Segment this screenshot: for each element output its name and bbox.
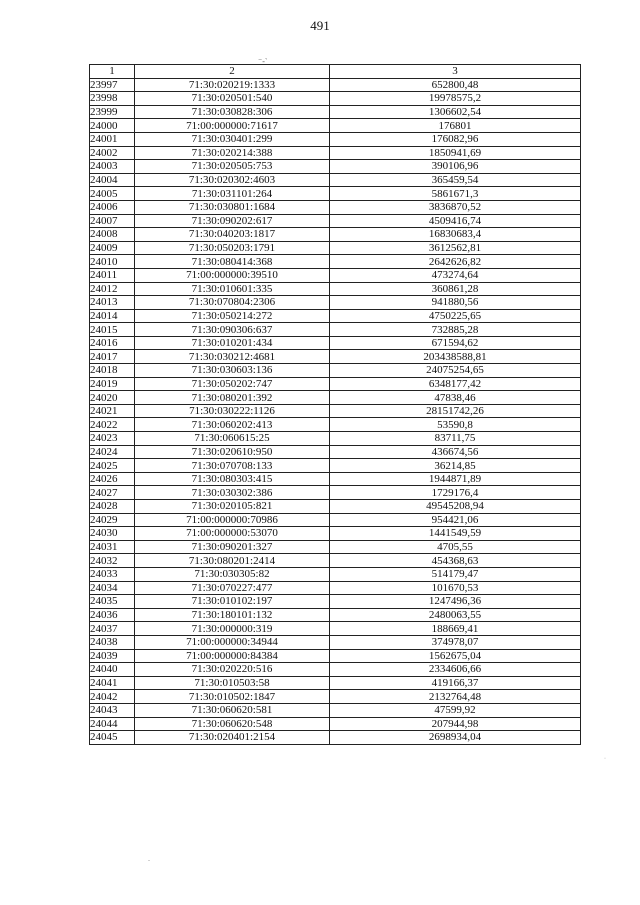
column-header-3: 3 bbox=[330, 65, 581, 79]
cadastral-value-cell: 2334606,66 bbox=[330, 663, 581, 677]
row-number-cell: 24000 bbox=[90, 119, 135, 133]
cadastral-value-cell: 436674,56 bbox=[330, 445, 581, 459]
cadastral-number-cell: 71:30:030828:306 bbox=[135, 105, 330, 119]
table-row bbox=[90, 418, 581, 432]
cadastral-value-cell: 390106,96 bbox=[330, 160, 581, 174]
cadastral-number-cell: 71:30:030222:1126 bbox=[135, 404, 330, 418]
row-number-cell: 24024 bbox=[90, 445, 135, 459]
row-number-cell: 24026 bbox=[90, 472, 135, 486]
cadastral-number-cell: 71:30:040203:1817 bbox=[135, 228, 330, 242]
cadastral-number-cell: 71:30:020302:4603 bbox=[135, 173, 330, 187]
cadastral-value-cell: 203438588,81 bbox=[330, 350, 581, 364]
row-number-cell: 24016 bbox=[90, 336, 135, 350]
cadastral-value-cell: 16830683,4 bbox=[330, 228, 581, 242]
cadastral-value-cell: 176082,96 bbox=[330, 132, 581, 146]
cadastral-number-cell: 71:30:010102:197 bbox=[135, 595, 330, 609]
row-number-cell: 24036 bbox=[90, 608, 135, 622]
cadastral-value-cell: 454368,63 bbox=[330, 554, 581, 568]
scan-mark: ⁻‑` bbox=[258, 57, 268, 66]
row-number-cell: 24017 bbox=[90, 350, 135, 364]
row-number-cell: 24020 bbox=[90, 391, 135, 405]
row-number-cell: 24008 bbox=[90, 228, 135, 242]
cadastral-value-cell: 2642626,82 bbox=[330, 255, 581, 269]
row-number-cell: 24006 bbox=[90, 200, 135, 214]
row-number-cell: 24023 bbox=[90, 432, 135, 446]
cadastral-number-cell: 71:00:000000:84384 bbox=[135, 649, 330, 663]
cadastral-number-cell: 71:30:030212:4681 bbox=[135, 350, 330, 364]
table-row bbox=[90, 268, 581, 282]
table-row bbox=[90, 377, 581, 391]
row-number-cell: 24027 bbox=[90, 486, 135, 500]
cadastral-value-cell: 207944,98 bbox=[330, 717, 581, 731]
table-row bbox=[90, 459, 581, 473]
cadastral-number-cell: 71:30:060620:548 bbox=[135, 717, 330, 731]
table-row bbox=[90, 78, 581, 92]
row-number-cell: 24034 bbox=[90, 581, 135, 595]
table-row bbox=[90, 323, 581, 337]
row-number-cell: 24040 bbox=[90, 663, 135, 677]
table-row bbox=[90, 622, 581, 636]
cadastral-value-cell: 49545208,94 bbox=[330, 500, 581, 514]
cadastral-number-cell: 71:30:050203:1791 bbox=[135, 241, 330, 255]
cadastral-number-cell: 71:00:000000:71617 bbox=[135, 119, 330, 133]
cadastral-number-cell: 71:30:010201:434 bbox=[135, 336, 330, 350]
table-row bbox=[90, 567, 581, 581]
row-number-cell: 24010 bbox=[90, 255, 135, 269]
cadastral-number-cell: 71:30:060202:413 bbox=[135, 418, 330, 432]
cadastral-value-cell: 19978575,2 bbox=[330, 92, 581, 106]
cadastral-value-cell: 188669,41 bbox=[330, 622, 581, 636]
cadastral-number-cell: 71:30:070804:2306 bbox=[135, 296, 330, 310]
row-number-cell: 24018 bbox=[90, 364, 135, 378]
cadastral-number-cell: 71:30:010502:1847 bbox=[135, 690, 330, 704]
row-number-cell: 23998 bbox=[90, 92, 135, 106]
cadastral-number-cell: 71:30:000000:319 bbox=[135, 622, 330, 636]
row-number-cell: 24019 bbox=[90, 377, 135, 391]
row-number-cell: 24011 bbox=[90, 268, 135, 282]
table-row bbox=[90, 663, 581, 677]
cadastral-value-cell: 473274,64 bbox=[330, 268, 581, 282]
table-row bbox=[90, 350, 581, 364]
row-number-cell: 24004 bbox=[90, 173, 135, 187]
cadastral-value-cell: 954421,06 bbox=[330, 513, 581, 527]
cadastral-value-cell: 53590,8 bbox=[330, 418, 581, 432]
row-number-cell: 24032 bbox=[90, 554, 135, 568]
cadastral-value-cell: 4750225,65 bbox=[330, 309, 581, 323]
row-number-cell: 24039 bbox=[90, 649, 135, 663]
table-row bbox=[90, 690, 581, 704]
row-number-cell: 24028 bbox=[90, 500, 135, 514]
table-row bbox=[90, 336, 581, 350]
row-number-cell: 24014 bbox=[90, 309, 135, 323]
cadastral-number-cell: 71:30:070708:133 bbox=[135, 459, 330, 473]
cadastral-number-cell: 71:30:060620:581 bbox=[135, 703, 330, 717]
table-row bbox=[90, 404, 581, 418]
cadastral-value-cell: 732885,28 bbox=[330, 323, 581, 337]
row-number-cell: 24045 bbox=[90, 731, 135, 745]
cadastral-number-cell: 71:30:050214:272 bbox=[135, 309, 330, 323]
column-header-2: 2 bbox=[135, 65, 330, 79]
row-number-cell: 24044 bbox=[90, 717, 135, 731]
column-header-1: 1 bbox=[90, 65, 135, 79]
cadastral-value-cell: 374978,07 bbox=[330, 635, 581, 649]
row-number-cell: 24031 bbox=[90, 540, 135, 554]
cadastral-number-cell: 71:30:060615:25 bbox=[135, 432, 330, 446]
cadastral-number-cell: 71:30:020220:516 bbox=[135, 663, 330, 677]
cadastral-value-cell: 4705,55 bbox=[330, 540, 581, 554]
table-row bbox=[90, 731, 581, 745]
cadastral-value-cell: 6348177,42 bbox=[330, 377, 581, 391]
cadastral-number-cell: 71:30:020610:950 bbox=[135, 445, 330, 459]
cadastral-number-cell: 71:30:031101:264 bbox=[135, 187, 330, 201]
scan-speck: · bbox=[604, 756, 606, 762]
row-number-cell: 24041 bbox=[90, 676, 135, 690]
table-row bbox=[90, 635, 581, 649]
scan-speck: - bbox=[148, 858, 150, 864]
cadastral-number-cell: 71:30:030305:82 bbox=[135, 567, 330, 581]
row-number-cell: 24033 bbox=[90, 567, 135, 581]
cadastral-number-cell: 71:30:050202:747 bbox=[135, 377, 330, 391]
cadastral-value-cell: 28151742,26 bbox=[330, 404, 581, 418]
row-number-cell: 24001 bbox=[90, 132, 135, 146]
row-number-cell: 24005 bbox=[90, 187, 135, 201]
cadastral-number-cell: 71:30:020214:388 bbox=[135, 146, 330, 160]
row-number-cell: 24030 bbox=[90, 527, 135, 541]
cadastral-number-cell: 71:30:020219:1333 bbox=[135, 78, 330, 92]
row-number-cell: 24022 bbox=[90, 418, 135, 432]
cadastral-value-cell: 3612562,81 bbox=[330, 241, 581, 255]
table-row bbox=[90, 241, 581, 255]
table-header-row bbox=[90, 65, 581, 79]
cadastral-number-cell: 71:00:000000:53070 bbox=[135, 527, 330, 541]
table-row bbox=[90, 187, 581, 201]
cadastral-value-cell: 1247496,36 bbox=[330, 595, 581, 609]
table-row bbox=[90, 200, 581, 214]
cadastral-number-cell: 71:30:080201:2414 bbox=[135, 554, 330, 568]
row-number-cell: 24042 bbox=[90, 690, 135, 704]
cadastral-value-cell: 47838,46 bbox=[330, 391, 581, 405]
cadastral-value-cell: 101670,53 bbox=[330, 581, 581, 595]
cadastral-number-cell: 71:30:090201:327 bbox=[135, 540, 330, 554]
cadastral-value-cell: 514179,47 bbox=[330, 567, 581, 581]
cadastral-number-cell: 71:30:010503:58 bbox=[135, 676, 330, 690]
cadastral-value-cell: 36214,85 bbox=[330, 459, 581, 473]
cadastral-value-cell: 5861671,3 bbox=[330, 187, 581, 201]
table-row bbox=[90, 595, 581, 609]
cadastral-number-cell: 71:30:180101:132 bbox=[135, 608, 330, 622]
row-number-cell: 24015 bbox=[90, 323, 135, 337]
cadastral-number-cell: 71:30:030801:1684 bbox=[135, 200, 330, 214]
table-row bbox=[90, 146, 581, 160]
table-row bbox=[90, 500, 581, 514]
row-number-cell: 24037 bbox=[90, 622, 135, 636]
table-row bbox=[90, 472, 581, 486]
cadastral-number-cell: 71:00:000000:70986 bbox=[135, 513, 330, 527]
table-row bbox=[90, 554, 581, 568]
table-row bbox=[90, 214, 581, 228]
cadastral-number-cell: 71:30:020505:753 bbox=[135, 160, 330, 174]
cadastral-value-cell: 1729176,4 bbox=[330, 486, 581, 500]
cadastral-number-cell: 71:30:020401:2154 bbox=[135, 731, 330, 745]
cadastral-number-cell: 71:30:010601:335 bbox=[135, 282, 330, 296]
cadastral-value-cell: 2132764,48 bbox=[330, 690, 581, 704]
cadastral-value-cell: 47599,92 bbox=[330, 703, 581, 717]
row-number-cell: 23997 bbox=[90, 78, 135, 92]
cadastral-number-cell: 71:30:030401:299 bbox=[135, 132, 330, 146]
table-row bbox=[90, 282, 581, 296]
table-row bbox=[90, 173, 581, 187]
cadastral-number-cell: 71:30:090306:637 bbox=[135, 323, 330, 337]
cadastral-value-cell: 2698934,04 bbox=[330, 731, 581, 745]
table-row bbox=[90, 255, 581, 269]
cadastral-value-cell: 2480063,55 bbox=[330, 608, 581, 622]
table-row bbox=[90, 445, 581, 459]
cadastral-value-cell: 671594,62 bbox=[330, 336, 581, 350]
cadastral-value-cell: 360861,28 bbox=[330, 282, 581, 296]
row-number-cell: 24012 bbox=[90, 282, 135, 296]
cadastral-number-cell: 71:30:070227:477 bbox=[135, 581, 330, 595]
cadastral-value-cell: 941880,56 bbox=[330, 296, 581, 310]
cadastral-value-cell: 1562675,04 bbox=[330, 649, 581, 663]
row-number-cell: 24021 bbox=[90, 404, 135, 418]
cadastral-value-cell: 3836870,52 bbox=[330, 200, 581, 214]
cadastral-value-cell: 176801 bbox=[330, 119, 581, 133]
table-row bbox=[90, 432, 581, 446]
row-number-cell: 24009 bbox=[90, 241, 135, 255]
table-row bbox=[90, 486, 581, 500]
table-row bbox=[90, 132, 581, 146]
row-number-cell: 24007 bbox=[90, 214, 135, 228]
table-row bbox=[90, 717, 581, 731]
cadastral-value-cell: 419166,37 bbox=[330, 676, 581, 690]
table-row bbox=[90, 676, 581, 690]
cadastral-value-cell: 1850941,69 bbox=[330, 146, 581, 160]
table-row bbox=[90, 105, 581, 119]
table-row bbox=[90, 527, 581, 541]
row-number-cell: 24035 bbox=[90, 595, 135, 609]
table-row bbox=[90, 513, 581, 527]
row-number-cell: 24013 bbox=[90, 296, 135, 310]
cadastral-number-cell: 71:30:080201:392 bbox=[135, 391, 330, 405]
row-number-cell: 24002 bbox=[90, 146, 135, 160]
table-row bbox=[90, 364, 581, 378]
cadastral-number-cell: 71:30:020105:821 bbox=[135, 500, 330, 514]
row-number-cell: 24038 bbox=[90, 635, 135, 649]
table-row bbox=[90, 119, 581, 133]
cadastral-value-cell: 652800,48 bbox=[330, 78, 581, 92]
row-number-cell: 24043 bbox=[90, 703, 135, 717]
cadastral-value-cell: 1944871,89 bbox=[330, 472, 581, 486]
cadastral-number-cell: 71:30:030302:386 bbox=[135, 486, 330, 500]
cadastral-value-cell: 4509416,74 bbox=[330, 214, 581, 228]
table-row bbox=[90, 391, 581, 405]
table-row bbox=[90, 649, 581, 663]
row-number-cell: 23999 bbox=[90, 105, 135, 119]
table-row bbox=[90, 309, 581, 323]
cadastral-value-cell: 1306602,54 bbox=[330, 105, 581, 119]
data-table bbox=[89, 64, 581, 745]
cadastral-number-cell: 71:00:000000:39510 bbox=[135, 268, 330, 282]
table-row bbox=[90, 581, 581, 595]
cadastral-value-cell: 24075254,65 bbox=[330, 364, 581, 378]
cadastral-number-cell: 71:00:000000:34944 bbox=[135, 635, 330, 649]
cadastral-number-cell: 71:30:080303:415 bbox=[135, 472, 330, 486]
cadastral-value-cell: 365459,54 bbox=[330, 173, 581, 187]
table-row bbox=[90, 540, 581, 554]
cadastral-number-cell: 71:30:030603:136 bbox=[135, 364, 330, 378]
table-row bbox=[90, 703, 581, 717]
table-row bbox=[90, 608, 581, 622]
cadastral-value-cell: 83711,75 bbox=[330, 432, 581, 446]
cadastral-value-cell: 1441549,59 bbox=[330, 527, 581, 541]
row-number-cell: 24025 bbox=[90, 459, 135, 473]
page-number: 491 bbox=[310, 18, 330, 33]
table-row bbox=[90, 296, 581, 310]
table-row bbox=[90, 92, 581, 106]
table-row bbox=[90, 228, 581, 242]
row-number-cell: 24003 bbox=[90, 160, 135, 174]
row-number-cell: 24029 bbox=[90, 513, 135, 527]
table-row bbox=[90, 160, 581, 174]
table-body bbox=[90, 78, 581, 744]
cadastral-number-cell: 71:30:090202:617 bbox=[135, 214, 330, 228]
cadastral-number-cell: 71:30:080414:368 bbox=[135, 255, 330, 269]
cadastral-number-cell: 71:30:020501:540 bbox=[135, 92, 330, 106]
